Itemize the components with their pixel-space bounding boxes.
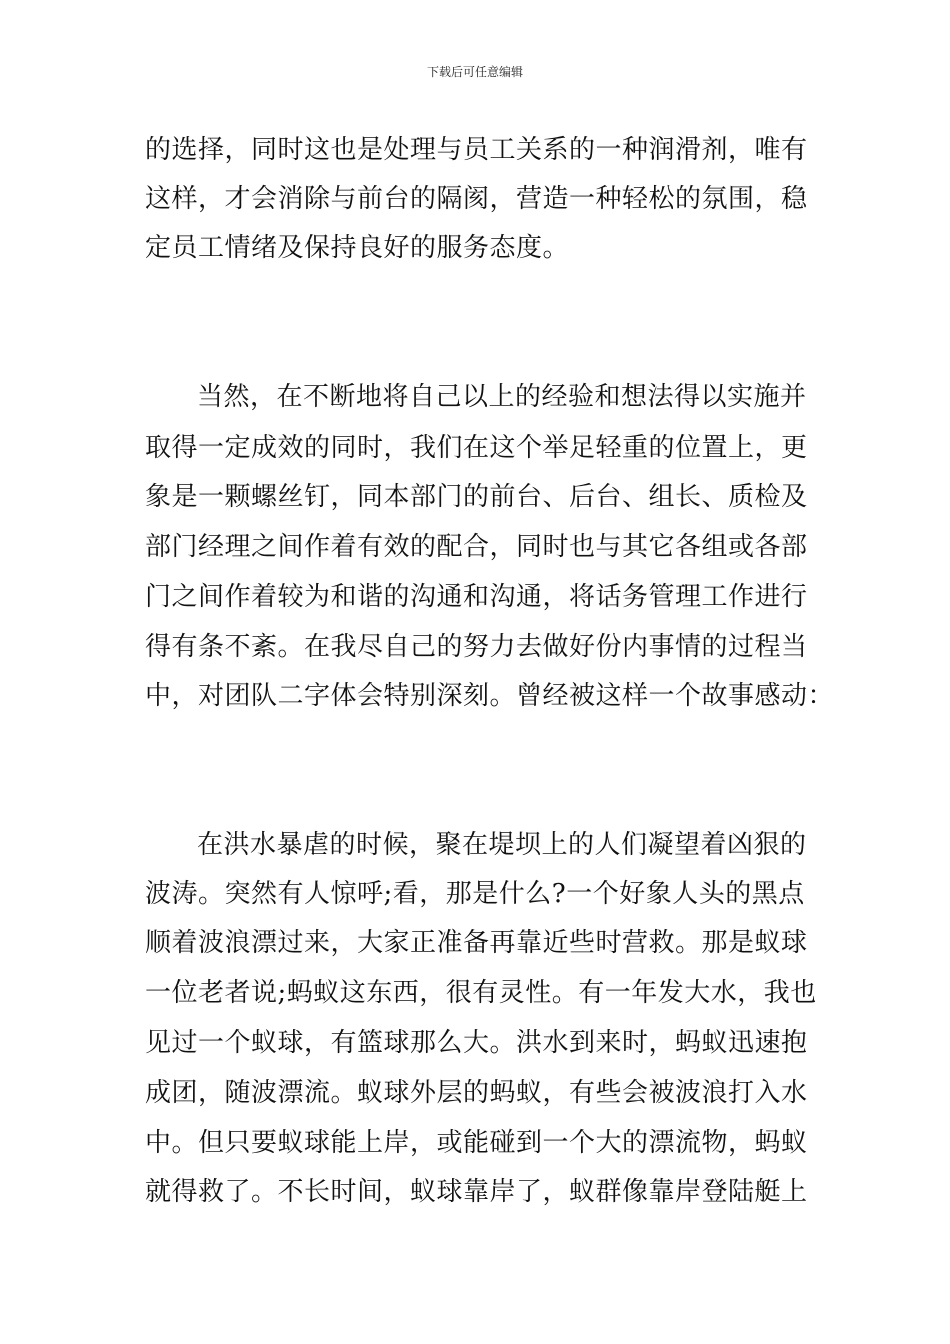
paragraph-3-line-4: 一位老者说;蚂蚁这东西，很有灵性。有一年发大水，我也: [145, 978, 817, 1008]
paragraph-2-line-2: 取得一定成效的同时，我们在这个举足轻重的位置上，更: [145, 433, 808, 463]
paragraph-2-line-1: 当然，在不断地将自己以上的经验和想法得以实施并: [197, 382, 807, 412]
paragraph-1-line-3: 定员工情绪及保持良好的服务态度。: [145, 233, 570, 263]
paragraph-2-line-6: 得有条不紊。在我尽自己的努力去做好份内事情的过程当: [145, 632, 808, 662]
paragraph-1-line-1: 的选择，同时这也是处理与员工关系的一种润滑剂，唯有: [145, 135, 808, 165]
paragraph-3-line-6: 成团，随波漂流。蚁球外层的蚂蚁，有些会被波浪打入水: [145, 1078, 808, 1108]
paragraph-2-line-5: 门之间作着较为和谐的沟通和沟通，将话务管理工作进行: [145, 582, 808, 612]
paragraph-2-line-3: 象是一颗螺丝钉，同本部门的前台、后台、组长、质检及: [145, 482, 808, 512]
paragraph-3-line-3: 顺着波浪漂过来，大家正准备再靠近些时营救。那是蚁球: [145, 928, 808, 958]
paragraph-2-line-7: 中，对团队二字体会特别深刻。曾经被这样一个故事感动：: [145, 681, 835, 711]
paragraph-2-line-4: 部门经理之间作着有效的配合，同时也与其它各组或各部: [145, 532, 808, 562]
paragraph-1-line-2: 这样，才会消除与前台的隔阂，营造一种轻松的氛围，稳: [145, 184, 808, 214]
page-header: 下载后可任意编辑: [426, 65, 523, 79]
paragraph-3-line-8: 就得救了。不长时间，蚁球靠岸了，蚁群像靠岸登陆艇上: [145, 1177, 808, 1207]
paragraph-3-line-1: 在洪水暴虐的时候，聚在堤坝上的人们凝望着凶狠的: [197, 830, 807, 860]
paragraph-3-line-2: 波涛。突然有人惊呼;看，那是什么?一个好象人头的黑点: [145, 879, 805, 909]
paragraph-3-line-5: 见过一个蚁球，有篮球那么大。洪水到来时，蚂蚁迅速抱: [145, 1028, 808, 1058]
paragraph-3-line-7: 中。但只要蚁球能上岸，或能碰到一个大的漂流物，蚂蚁: [145, 1128, 808, 1158]
